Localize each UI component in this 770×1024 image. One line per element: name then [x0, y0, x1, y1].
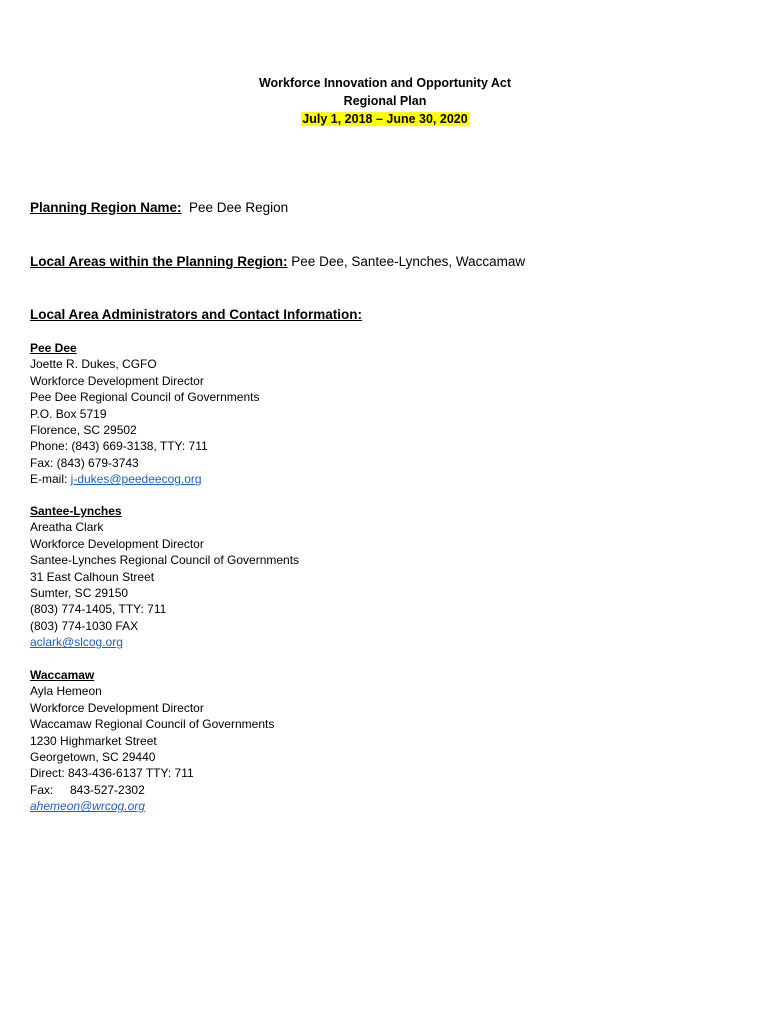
title-line-plan: Regional Plan	[343, 94, 427, 108]
contact-phone: (803) 774-1405, TTY: 711	[30, 602, 167, 617]
local-areas-label: Local Areas within the Planning Region:	[30, 254, 288, 269]
contact-organization: Waccamaw Regional Council of Governments	[30, 717, 275, 732]
contact-person: Joette R. Dukes, CGFO	[30, 357, 157, 372]
contact-email-link[interactable]: aclark@slcog.org	[30, 635, 123, 650]
administrators-heading: Local Area Administrators and Contact Information:	[30, 307, 363, 322]
local-areas-value: Pee Dee, Santee-Lynches, Waccamaw	[291, 254, 526, 269]
contact-block-waccamaw	[30, 667, 274, 815]
contact-person: Ayla Hemeon	[30, 684, 102, 699]
contact-city-line: Sumter, SC 29150	[30, 586, 129, 601]
contact-block-santee-lynches	[30, 503, 299, 651]
contact-job-title: Workforce Development Director	[30, 536, 204, 551]
contact-phone: Direct: 843-436-6137 TTY: 711	[30, 766, 194, 781]
contact-job-title: Workforce Development Director	[30, 373, 204, 388]
contact-email-link[interactable]: j-dukes@peedeecog.org	[70, 472, 202, 487]
contact-job-title: Workforce Development Director	[30, 700, 204, 715]
contact-city-line: Georgetown, SC 29440	[30, 750, 156, 765]
administrators-heading-row	[30, 306, 362, 324]
contact-person: Areatha Clark	[30, 520, 104, 535]
contact-fax: Fax: (843) 679-3743	[30, 455, 139, 470]
planning-region-label: Planning Region Name:	[30, 200, 182, 215]
contact-area-name: Pee Dee	[30, 341, 77, 355]
document-title	[0, 74, 770, 128]
contact-email-link[interactable]: ahemeon@wrcog.org	[30, 799, 145, 814]
contact-address-line: 31 East Calhoun Street	[30, 569, 155, 584]
contact-email-prefix: E-mail:	[30, 472, 71, 487]
planning-region-row	[30, 199, 288, 217]
title-dates-highlighted: July 1, 2018 – June 30, 2020	[302, 112, 468, 126]
planning-region-value: Pee Dee Region	[189, 200, 289, 215]
contact-area-name: Waccamaw	[30, 668, 95, 682]
contact-organization: Pee Dee Regional Council of Governments	[30, 390, 260, 405]
contact-address-line: P.O. Box 5719	[30, 406, 107, 421]
contact-city-line: Florence, SC 29502	[30, 423, 137, 438]
contact-area-name: Santee-Lynches	[30, 504, 122, 518]
contact-block-pee-dee	[30, 340, 259, 488]
contact-phone: Phone: (843) 669-3138, TTY: 711	[30, 439, 208, 454]
local-areas-row	[30, 253, 525, 271]
contact-fax: (803) 774-1030 FAX	[30, 618, 139, 633]
contact-organization: Santee-Lynches Regional Council of Governments	[30, 553, 300, 568]
contact-fax: Fax: 843-527-2302	[30, 782, 145, 797]
contact-address-line: 1230 Highmarket Street	[30, 733, 157, 748]
title-line-act: Workforce Innovation and Opportunity Act	[258, 76, 512, 90]
